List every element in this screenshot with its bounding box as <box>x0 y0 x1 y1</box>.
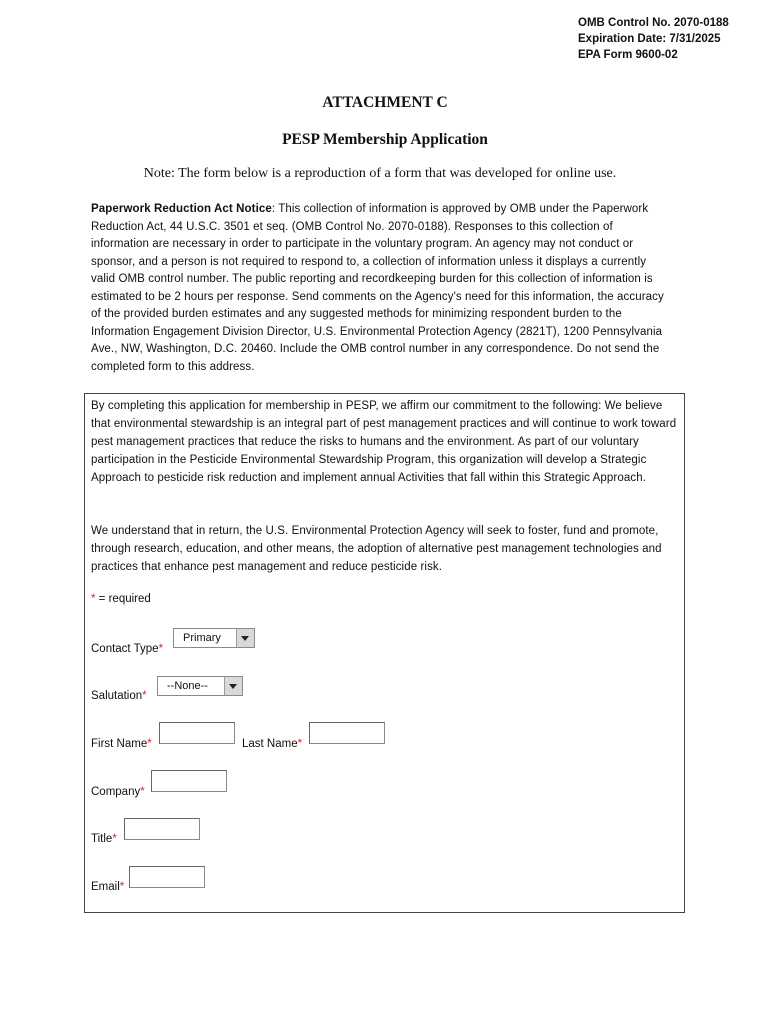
form-note: Note: The form below is a reproduction of a form that was developed for online use. <box>143 166 617 181</box>
attachment-title: ATTACHMENT C <box>322 94 448 111</box>
first-name-label <box>91 738 152 750</box>
omb-control-number: OMB Control No. 2070-0188 <box>578 17 729 29</box>
contact-type-select[interactable] <box>173 628 255 648</box>
required-star: * <box>142 690 147 702</box>
contact-type-label-text: Contact Type <box>91 643 159 655</box>
salutation-select[interactable] <box>157 676 243 696</box>
chevron-down-icon <box>224 677 242 695</box>
epa-form-number: EPA Form 9600-02 <box>578 49 678 61</box>
salutation-label <box>91 690 147 702</box>
chevron-down-icon <box>236 629 254 647</box>
company-label-text: Company <box>91 786 141 798</box>
required-legend <box>91 593 151 605</box>
paperwork-notice-label: Paperwork Reduction Act Notice <box>91 203 272 215</box>
last-name-label <box>242 738 302 750</box>
contact-type-value: Primary <box>183 632 221 644</box>
paperwork-notice-text: : This collection of information is approved by OMB under the Paperwork Reduction Act, 44 U.S.C. 3501 et seq. (OMB Control No. 2070-0188). Responses to this collection of information are necessary in order to participate in the voluntary program. An agency may not conduct or sponsor, and a person is not required to respond to, a collection of information unless it displays a currently valid OMB control number. The public reporting and recordkeeping burden for this collection of information is estimated to be 2 hours per response. Send comments on the Agency's need for this information, the accuracy of the provided burden estimates and any suggested methods for minimizing respondent burden to the Information Engagement Division Director, U.S. Environmental Protection Agency (2821T), 1200 Pennsylvania Ave., NW, Washington, D.C. 20460. Include the OMB control number in any correspondence. Do not send the completed form to this address. <box>91 203 664 373</box>
commitment-text: By completing this application for membership in PESP, we affirm our commitment to the following: We believe that environmental stewardship is an integral part of pest management practices and will continue to work toward pest management practices that reduce the risks to humans and the environment. As part of our voluntary participation in the Pesticide Environmental Stewardship Program, this organization will develop a Strategic Approach to pesticide risk reduction and implement annual Activities that fall within this Strategic Approach. <box>91 400 677 484</box>
email-input[interactable] <box>129 866 205 888</box>
first-name-label-text: First Name <box>91 738 148 750</box>
email-label <box>91 881 124 893</box>
application-form <box>84 393 685 913</box>
first-name-input[interactable] <box>159 722 235 744</box>
salutation-label-text: Salutation <box>91 690 143 702</box>
company-label <box>91 786 145 798</box>
contact-type-label <box>91 643 163 655</box>
company-input[interactable] <box>151 770 227 792</box>
required-star: * <box>158 643 164 655</box>
required-star: * <box>140 786 145 798</box>
last-name-label-text: Last Name <box>242 738 298 750</box>
omb-info <box>578 15 729 63</box>
salutation-value: --None-- <box>167 680 208 692</box>
application-title: PESP Membership Application <box>282 131 488 148</box>
last-name-input[interactable] <box>309 722 385 744</box>
required-star: * <box>119 881 125 893</box>
required-text: = required <box>95 593 151 605</box>
required-star: * <box>112 833 117 845</box>
required-star: * <box>147 738 152 750</box>
email-label-text: Email <box>91 881 120 893</box>
expiration-date: Expiration Date: 7/31/2025 <box>578 33 721 45</box>
required-star: * <box>297 738 303 750</box>
title-label-text: Title <box>91 833 113 845</box>
title-input[interactable] <box>124 818 200 840</box>
required-star: * <box>91 593 96 605</box>
paperwork-notice <box>91 201 673 376</box>
understanding-text: We understand that in return, the U.S. Environmental Protection Agency will seek to foster, fund and promote, through research, education, and other means, the adoption of alternative pest management technologies and practices that enhance pest management and reduce pesticide risk. <box>91 525 662 573</box>
title-label <box>91 833 117 845</box>
